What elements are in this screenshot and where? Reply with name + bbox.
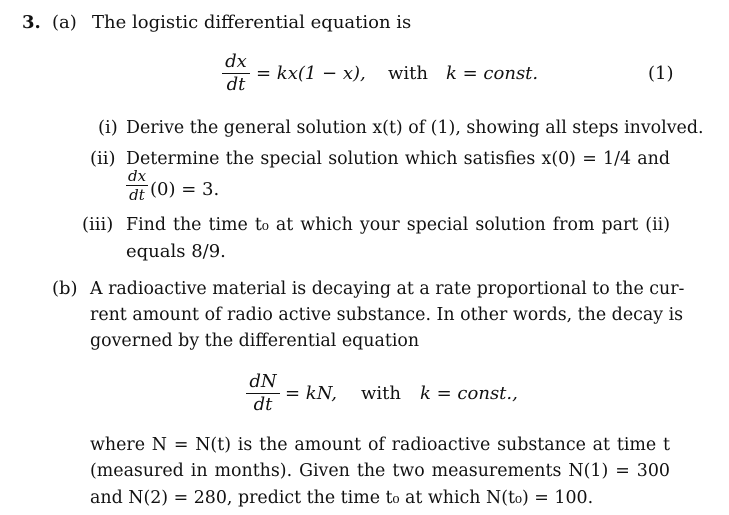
item-iii-label: (iii): [82, 214, 114, 235]
eq2-condition: k = const.,: [420, 383, 518, 404]
part-b-line-3: governed by the differential equation: [90, 331, 420, 351]
eq1-numerator: dx: [225, 51, 247, 72]
item-ii-line1: Determine the special solution which satisfies x(0) = 1/4 and: [126, 149, 670, 169]
eq2-with: with: [361, 383, 401, 404]
eq2-numerator: dN: [249, 371, 277, 392]
part-a-label: (a): [52, 12, 77, 33]
item-ii-numerator: dx: [127, 167, 147, 185]
item-ii-fraction: [126, 168, 148, 203]
eq1-denominator: dt: [226, 74, 246, 95]
item-ii-label: (ii): [90, 148, 116, 169]
eq1-fraction: [222, 52, 250, 95]
item-iii-line2: equals 8/9.: [126, 241, 226, 262]
eq1-tag: (1): [648, 63, 674, 84]
item-iii-line1: Find the time t₀ at which your special solution from part (ii): [126, 215, 670, 235]
eq2-fraction: [246, 372, 280, 415]
item-ii-denominator: dt: [129, 186, 145, 204]
item-ii-line2: (0) = 3.: [150, 179, 220, 200]
part-b-line-2: rent amount of radio active substance. In other words, the decay is: [90, 305, 684, 325]
item-i-label: (i): [98, 117, 118, 138]
part-b-label: (b): [52, 278, 78, 299]
eq2-denominator: dt: [253, 394, 273, 415]
item-i-text: Derive the general solution x(t) of (1), showing all steps involved.: [126, 118, 704, 138]
eq1-rhs: = kx(1 − x),: [256, 63, 366, 84]
part-a-intro: The logistic differential equation is: [92, 12, 412, 33]
part-b-after-3: and N(2) = 280, predict the time t₀ at which N(t₀) = 100.: [90, 488, 594, 508]
part-b-line-1: A radioactive material is decaying at a rate proportional to the cur-: [90, 279, 685, 299]
eq1-with: with: [388, 63, 428, 84]
eq2-rhs: = kN,: [285, 383, 338, 404]
problem-number: 3.: [22, 12, 41, 33]
part-b-after-2: (measured in months). Given the two measurements N(1) = 300: [90, 461, 670, 481]
part-b-after-1: where N = N(t) is the amount of radioactive substance at time t: [90, 435, 670, 455]
eq1-condition: k = const.: [446, 63, 539, 84]
